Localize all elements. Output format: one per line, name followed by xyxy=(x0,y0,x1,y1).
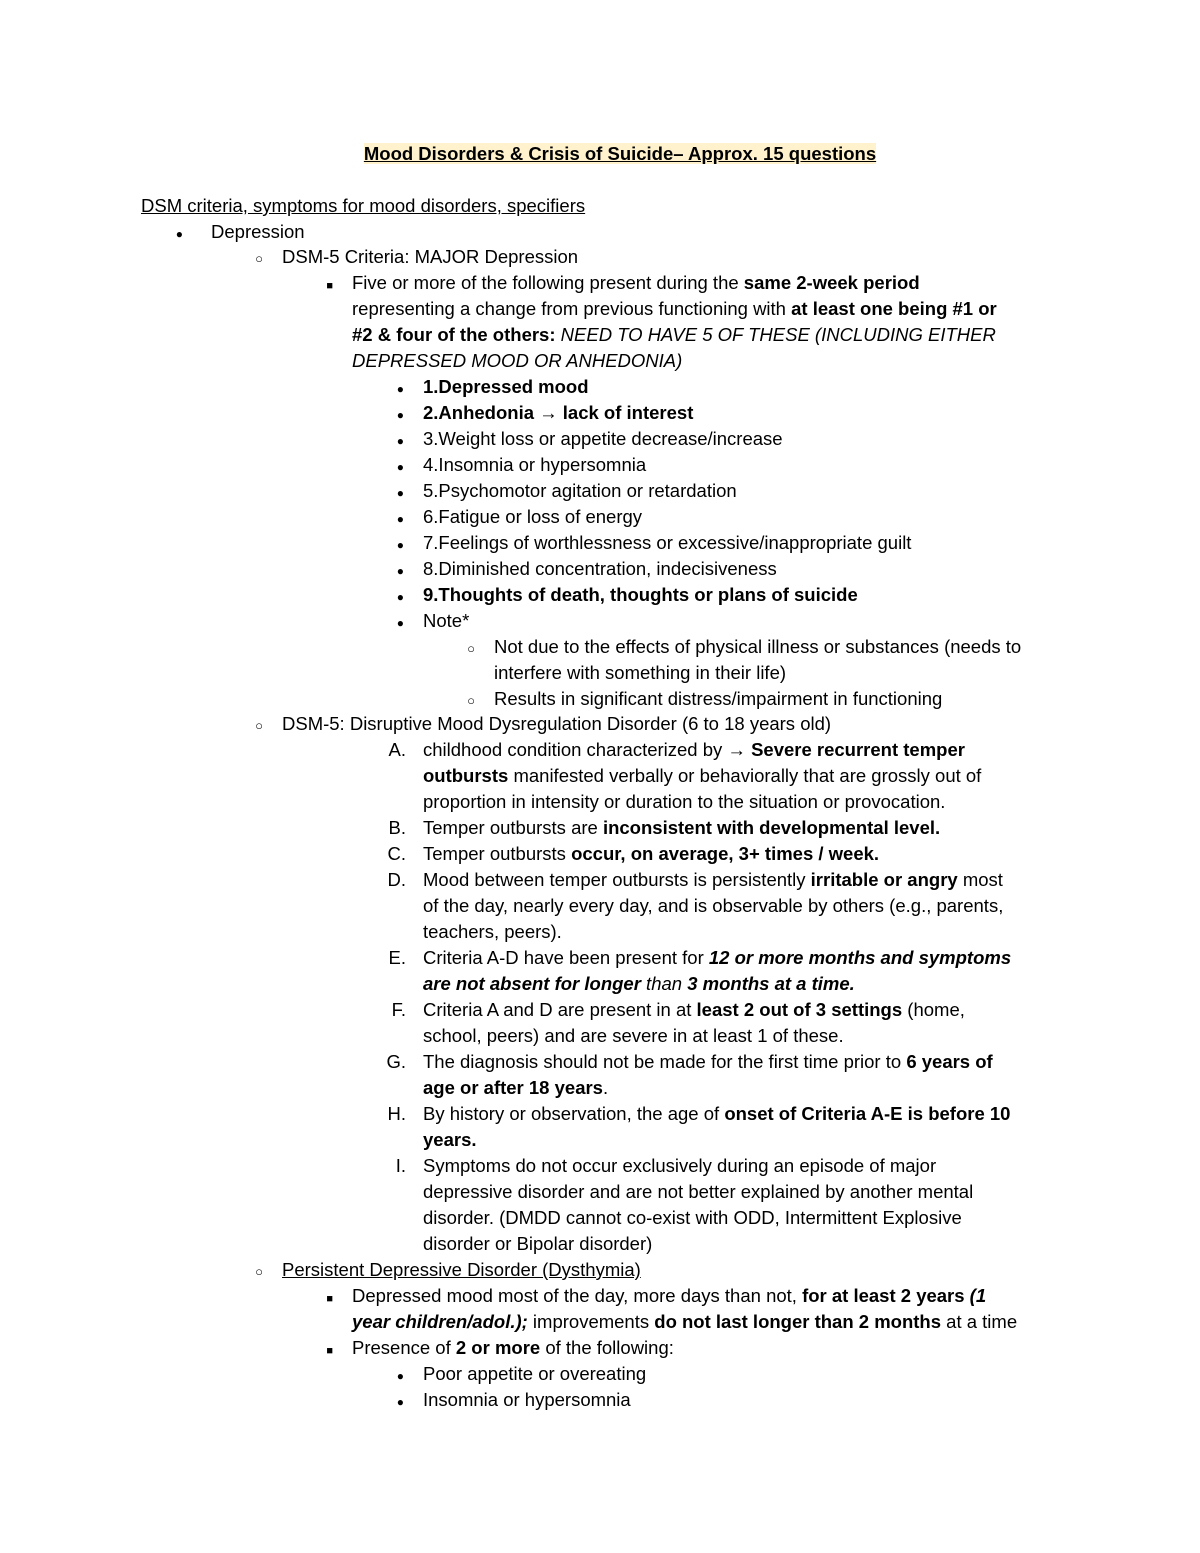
dmdd-h-line2: years. xyxy=(423,1129,477,1150)
bullet-square xyxy=(313,1283,333,1312)
dmdd-d-line2: of the day, nearly every day, and is observable by others (e.g., parents, xyxy=(423,895,1004,916)
dmdd-d-line1: Mood between temper outbursts is persistently irritable or angry most xyxy=(423,869,1003,890)
pdd-p2: Presence of 2 or more of the following: xyxy=(352,1337,674,1358)
marker-e: E. xyxy=(388,947,406,968)
bullet-disc xyxy=(384,400,404,428)
major-intro-line4: DEPRESSED MOOD OR ANHEDONIA) xyxy=(352,350,683,371)
pdd-p1-line1: Depressed mood most of the day, more days than not, for at least 2 years (1 xyxy=(352,1285,987,1306)
section-heading: DSM criteria, symptoms for mood disorders, specifiers xyxy=(141,195,586,216)
bullet-disc xyxy=(384,1361,404,1389)
dmdd-a-line2: outbursts manifested verbally or behaviorally that are grossly out of xyxy=(423,765,982,786)
marker-b: B. xyxy=(388,817,406,838)
bullet-circle xyxy=(455,686,475,714)
major-intro-line1: Five or more of the following present during the same 2-week period xyxy=(352,272,920,293)
dmdd-g-line2: age or after 18 years. xyxy=(423,1077,609,1098)
dmdd-b: Temper outbursts are inconsistent with developmental level. xyxy=(423,817,941,838)
criterion-6: 6.Fatigue or loss of energy xyxy=(423,506,643,527)
bullet-circle xyxy=(243,1257,263,1285)
bullet-disc xyxy=(384,426,404,454)
marker-d: D. xyxy=(387,869,406,890)
dmdd-a-line3: proportion in intensity or duration to the situation or provocation. xyxy=(423,791,946,812)
note-2: Results in significant distress/impairment in functioning xyxy=(494,688,943,709)
bullet-disc xyxy=(384,478,404,506)
criterion-9: 9.Thoughts of death, thoughts or plans of suicide xyxy=(423,584,858,605)
dmdd-c: Temper outbursts occur, on average, 3+ times / week. xyxy=(423,843,880,864)
bullet-disc xyxy=(384,530,404,558)
note-label: Note* xyxy=(423,610,470,631)
dmdd-d-line3: teachers, peers). xyxy=(423,921,562,942)
major-intro-line2: representing a change from previous functioning with at least one being #1 or xyxy=(352,298,997,319)
bullet-disc xyxy=(384,608,404,636)
bullet-disc xyxy=(384,582,404,610)
page-title: Mood Disorders & Crisis of Suicide– Approx. 15 questions xyxy=(363,143,877,164)
dmdd-i-line3: disorder. (DMDD cannot co-exist with ODD, Intermittent Explosive xyxy=(423,1207,962,1228)
bullet-disc xyxy=(384,504,404,532)
bullet-disc xyxy=(384,1387,404,1415)
marker-f: F. xyxy=(391,999,406,1020)
pdd-item-2: Insomnia or hypersomnia xyxy=(423,1389,631,1410)
dmdd-i-line2: depressive disorder and are not better explained by another mental xyxy=(423,1181,974,1202)
dmdd-e-line1: Criteria A-D have been present for 12 or more months and symptoms xyxy=(423,947,1012,968)
bullet-circle xyxy=(243,244,263,272)
bullet-disc xyxy=(384,374,404,402)
bullet-circle xyxy=(455,634,475,662)
criterion-3: 3.Weight loss or appetite decrease/increase xyxy=(423,428,783,449)
dmdd-i-line4: disorder or Bipolar disorder) xyxy=(423,1233,653,1254)
bullet-square xyxy=(313,270,333,299)
major-heading: DSM-5 Criteria: MAJOR Depression xyxy=(282,246,579,267)
dmdd-e-line2: are not absent for longer than 3 months at a time. xyxy=(423,973,855,994)
bullet-disc xyxy=(384,452,404,480)
pdd-heading: Persistent Depressive Disorder (Dysthymia) xyxy=(282,1259,641,1280)
major-intro-line3: #2 & four of the others: NEED TO HAVE 5 OF THESE (INCLUDING EITHER xyxy=(352,324,996,345)
pdd-item-1: Poor appetite or overeating xyxy=(423,1363,647,1384)
bullet-square xyxy=(313,1335,333,1364)
dmdd-h-line1: By history or observation, the age of onset of Criteria A-E is before 10 xyxy=(423,1103,1011,1124)
note-1-line1: Not due to the effects of physical illness or substances (needs to xyxy=(494,636,1022,657)
dmdd-i-line1: Symptoms do not occur exclusively during an episode of major xyxy=(423,1155,937,1176)
criterion-7: 7.Feelings of worthlessness or excessive/inappropriate guilt xyxy=(423,532,912,553)
marker-h: H. xyxy=(387,1103,406,1124)
marker-c: C. xyxy=(387,843,406,864)
criterion-4: 4.Insomnia or hypersomnia xyxy=(423,454,647,475)
dmdd-a-line1: childhood condition characterized by → Severe recurrent temper xyxy=(423,739,965,760)
bullet-disc xyxy=(384,556,404,584)
criterion-8: 8.Diminished concentration, indecisiveness xyxy=(423,558,777,579)
criterion-2: 2.Anhedonia → lack of interest xyxy=(423,402,694,423)
dmdd-g-line1: The diagnosis should not be made for the first time prior to 6 years of xyxy=(423,1051,993,1072)
bullet-disc xyxy=(163,219,183,247)
dmdd-f-line1: Criteria A and D are present in at least 2 out of 3 settings (home, xyxy=(423,999,965,1020)
dmdd-f-line2: school, peers) and are severe in at least 1 of these. xyxy=(423,1025,844,1046)
marker-g: G. xyxy=(386,1051,406,1072)
dmdd-heading: DSM-5: Disruptive Mood Dysregulation Disorder (6 to 18 years old) xyxy=(282,713,832,734)
note-1-line2: interfere with something in their life) xyxy=(494,662,787,683)
depression-label: Depression xyxy=(211,221,305,242)
criterion-1: 1.Depressed mood xyxy=(423,376,589,397)
marker-a: A. xyxy=(388,739,406,760)
pdd-p1-line2: year children/adol.); improvements do not last longer than 2 months at a time xyxy=(352,1311,1018,1332)
bullet-circle xyxy=(243,711,263,739)
criterion-5: 5.Psychomotor agitation or retardation xyxy=(423,480,737,501)
marker-i: I. xyxy=(395,1155,406,1176)
